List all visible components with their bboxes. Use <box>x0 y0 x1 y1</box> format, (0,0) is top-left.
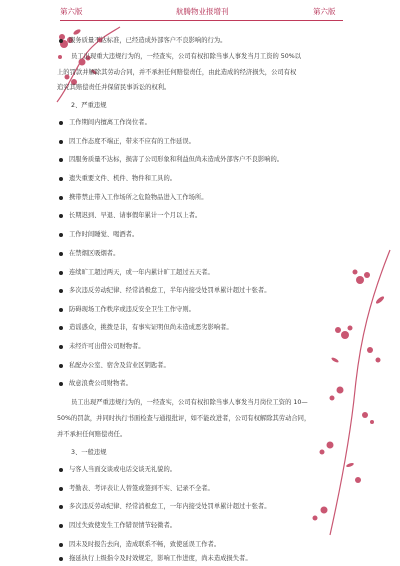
list-item: 遗失重要文件、机件、物件和工具的。 <box>69 175 177 182</box>
floral-ornament-top-left <box>52 22 122 112</box>
bullet-icon <box>59 196 63 200</box>
paragraph-line: 并不承担任何赔偿责任。 <box>57 431 127 438</box>
list-item: 多次违反劳动纪律、经常消极怠工，半年内接受处罚单累计超过十张者。 <box>69 287 271 294</box>
list-item: 故意浪费公司财物者。 <box>69 380 132 387</box>
bullet-icon <box>59 233 63 237</box>
paragraph-line: 员工出现严重违规行为的，一经查实，公司有权扣除当事人事发当月岗位工资的 10— <box>71 399 308 406</box>
list-item: 服务质量不达标准，已经造成外部客户不良影响的行为。 <box>69 37 227 44</box>
list-item: 防碍现场工作秩序或违反安全卫生工作守则。 <box>69 306 195 313</box>
bullet-icon <box>59 140 63 144</box>
bullet-icon <box>59 308 63 312</box>
list-item: 因服务质量不达标，损害了公司形象和利益但尚未造成外部客户不良影响的。 <box>69 156 284 163</box>
paragraph-line: 上的罚款并解除其劳动合同，并不承担任何赔偿责任，由此造成的经济损失，公司有权 <box>57 69 297 76</box>
header-left-edition: 第六版 <box>60 7 83 16</box>
list-item: 未经许可出借公司财物者。 <box>69 343 145 350</box>
list-item: 在禁烟区吸烟者。 <box>69 250 120 257</box>
list-item: 私配办公室、宿舍及营业区钥匙者。 <box>69 362 170 369</box>
bullet-icon <box>59 487 63 491</box>
bullet-icon <box>59 468 63 472</box>
header-divider <box>60 20 343 21</box>
floral-ornament-right <box>300 240 400 540</box>
list-item: 与客人当面交谈或电话交谈无礼貌的。 <box>69 466 177 473</box>
list-item: 考勤表、考评表让人替签或签到不实、记录不全者。 <box>69 485 214 492</box>
bullet-icon <box>59 252 63 256</box>
bullet-icon <box>59 121 63 125</box>
header-right-edition: 第六版 <box>313 7 336 16</box>
list-item: 长期迟到、早退、请事假年累计一个月以上者。 <box>69 212 202 219</box>
bullet-icon <box>59 524 63 528</box>
list-item: 因未及时报告去向，造成联系不畅，致使延误工作者。 <box>69 541 221 548</box>
bullet-icon <box>59 177 63 181</box>
list-item: 造谣惑众，挑拨是非，有事实证明但尚未造成恶劣影响者。 <box>69 324 233 331</box>
paragraph-line: 50%的罚款，并同时执行书面检查与通报批评，如不能改进者，公司有权解除其劳动合同， <box>57 415 311 422</box>
section-title: 3、一般违规 <box>71 449 107 456</box>
list-item: 工作期间内擅离工作岗位者。 <box>69 119 151 126</box>
paragraph-line: 追究其赔偿责任并保留民事诉讼的权利。 <box>57 84 171 91</box>
list-item: 因工作态度不端正，带来不应有的工作延误。 <box>69 138 195 145</box>
section-title: 2、严重违规 <box>71 102 107 109</box>
list-item: 拖延执行上级指令及时效规定，影响工作进度，尚未造成损失者。 <box>69 555 252 562</box>
bullet-icon <box>59 557 63 561</box>
bullet-icon <box>59 271 63 275</box>
bullet-icon <box>59 289 63 293</box>
list-item: 多次违反劳动纪律、经常消极怠工，一年内接受处罚单累计超过十张者。 <box>69 503 271 510</box>
bullet-icon <box>59 345 63 349</box>
bullet-icon <box>59 364 63 368</box>
list-item: 连续旷工超过两天，或一年内累计旷工超过五天者。 <box>69 269 214 276</box>
list-item: 携带禁止带入工作场所之危险物品进入工作场所。 <box>69 194 208 201</box>
paragraph-line: 员工出现重大违规行为的，一经查实，公司有权扣除当事人事发当月工资的 50%以 <box>71 53 302 60</box>
bullet-icon <box>59 505 63 509</box>
list-item: 因过失致使发生工作错误情节轻微者。 <box>69 522 177 529</box>
bullet-icon <box>59 382 63 386</box>
bullet-icon <box>59 326 63 330</box>
bullet-icon <box>59 158 63 162</box>
bullet-icon <box>59 214 63 218</box>
header-publication-title: 航腾物业报增刊 <box>176 7 229 16</box>
bullet-icon <box>59 543 63 547</box>
list-item: 工作时间睡觉、喝酒者。 <box>69 231 139 238</box>
bullet-icon <box>59 39 63 43</box>
